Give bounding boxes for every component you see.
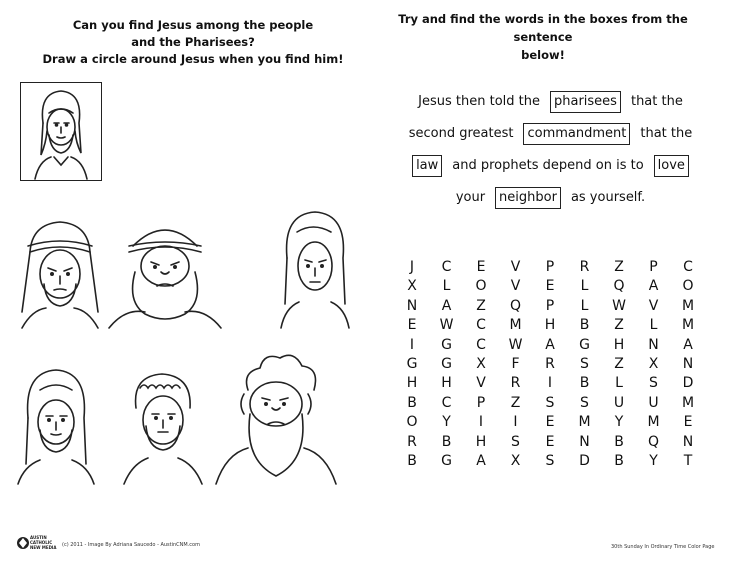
logo-line-2: CATHOLIC [30,540,53,545]
word-search-letter[interactable]: H [544,317,556,334]
word-search-letter[interactable]: O [406,414,418,431]
boxed-word-pharisees: pharisees [550,91,621,113]
word-search-letter[interactable]: T [683,453,693,469]
word-search-letter[interactable]: N [579,433,590,450]
word-search-letter[interactable]: X [407,278,417,295]
word-search-letter[interactable]: O [475,278,487,295]
word-search-letter[interactable]: G [579,336,590,353]
word-search-letter[interactable]: H [475,433,487,450]
word-search-row [402,356,702,375]
word-search-letter[interactable]: R [407,433,417,450]
word-search-letter[interactable]: C [683,259,693,275]
word-search-letter[interactable]: Z [510,394,521,411]
left-instructions-line-2: and the Pharisees? [131,35,255,49]
word-search-letter[interactable]: S [545,453,555,469]
word-search-letter[interactable]: M [509,317,522,334]
word-search-letter[interactable]: M [681,297,695,314]
logo-line-1: AUSTIN [30,535,47,540]
boxed-word-love: love [654,155,689,177]
right-instructions [378,10,708,64]
word-search-letter[interactable]: A [476,453,486,469]
logo-wordmark [30,535,57,550]
word-search-letter[interactable]: R [510,375,521,392]
word-search-letter[interactable]: N [682,356,694,372]
word-search-letter[interactable]: V [510,278,521,295]
word-search-letter[interactable]: D [579,453,590,469]
word-search-letter[interactable]: G [406,356,418,372]
word-search-row [402,278,702,297]
word-search-letter[interactable]: H [613,336,625,353]
word-search-letter[interactable]: S [580,356,589,372]
word-search-letter[interactable]: Q [647,433,660,450]
sentence-text: second greatest [408,126,514,141]
word-search-letter[interactable]: C [476,317,486,334]
word-search-letter[interactable]: N [682,433,694,450]
word-search-letter[interactable]: E [545,278,555,295]
word-search-letter[interactable]: X [476,356,486,372]
word-search-letter[interactable]: H [441,375,452,392]
word-search-letter[interactable]: H [406,375,418,392]
word-search-letter[interactable]: Y [614,414,624,431]
word-search-letter[interactable]: B [407,453,417,469]
word-search-letter[interactable]: R [545,356,555,372]
word-search-letter[interactable]: B [579,375,590,392]
word-search-letter[interactable]: N [648,336,659,353]
sentence-text: and prophets depend on is to [452,158,644,173]
boxed-word-law: law [412,155,442,177]
pharisee-headdress-face [12,212,107,330]
word-search-letter[interactable]: E [545,433,555,450]
word-search-letter[interactable]: I [547,375,553,392]
word-search-letter[interactable]: Z [614,259,624,275]
word-search-letter[interactable]: X [510,453,521,469]
word-search-letter[interactable]: W [508,336,523,353]
word-search-letter[interactable]: B [614,453,624,469]
word-search-letter[interactable]: B [441,433,452,450]
elder-with-long-beard-face [214,350,338,486]
left-instructions-line-1: Can you find Jesus among the people [72,18,314,32]
long-haired-man-face [273,208,353,330]
word-search-letter[interactable]: S [580,394,589,411]
sentence-text: that the [640,126,693,141]
word-search-letter[interactable]: R [579,259,590,275]
word-search-letter[interactable]: C [476,336,486,353]
word-search-letter[interactable]: V [476,375,486,392]
word-search-letter[interactable]: G [441,453,452,469]
word-search-letter[interactable]: E [545,414,555,431]
word-search-letter[interactable]: U [648,394,659,411]
word-search-letter[interactable]: X [648,356,659,372]
word-search-letter[interactable]: Y [442,414,451,431]
word-search-letter[interactable]: B [407,394,417,411]
word-search-letter[interactable]: L [580,278,589,295]
word-search-letter[interactable]: M [681,317,695,334]
word-search-letter[interactable]: S [545,394,555,411]
word-search-letter[interactable]: V [648,297,659,314]
word-search-letter[interactable]: L [649,317,658,334]
word-search-letter[interactable]: P [545,259,555,275]
word-search-letter[interactable]: E [407,317,417,334]
word-search-letter[interactable]: G [441,356,452,372]
sentence-text: that the [630,94,683,109]
right-instructions-line-1: Try and find the words in the boxes from the sentence [398,12,688,44]
word-search-letter[interactable]: Z [476,297,486,314]
jesus-portrait-drawing [21,83,101,180]
word-search-letter[interactable]: W [439,317,454,334]
word-search-letter[interactable]: P [649,259,658,275]
word-search-letter[interactable]: W [612,297,626,314]
word-search-letter[interactable]: A [648,278,659,295]
word-search-letter[interactable]: V [510,259,521,275]
word-search-letter[interactable]: B [579,317,590,334]
word-search-letter[interactable]: A [683,336,693,353]
word-search-letter[interactable]: A [545,336,555,353]
word-search-letter[interactable]: S [511,433,520,450]
word-search-row [402,453,702,472]
word-search-letter[interactable]: E [683,414,693,431]
boxed-word-commandment: commandment [523,123,630,145]
word-search-letter[interactable]: N [406,297,418,314]
sentence-line-3 [378,155,723,177]
word-search-letter[interactable]: A [441,297,452,314]
sentence-line-1 [378,91,723,113]
word-search-letter[interactable]: J [409,259,415,275]
word-search-letter[interactable]: Q [509,297,522,314]
copyright-credit: (c) 2011 - Image By Adriana Saucedo - AustinCNM.com [62,542,200,548]
sentence-text: as yourself. [570,190,646,205]
word-search-letter[interactable]: C [441,259,452,275]
word-search-letter[interactable]: I [409,336,415,353]
word-search-letter[interactable]: I [478,414,484,431]
word-search-row [402,298,702,317]
word-search-letter[interactable]: F [511,356,520,372]
page-label: 30th Sunday In Ordinary Time Color Page [611,544,715,550]
word-search-letter[interactable]: U [613,394,625,411]
word-search-row [402,395,702,414]
word-search-letter[interactable]: Q [613,278,625,295]
word-search-letter[interactable]: Y [649,453,658,469]
sentence-text: your [455,190,486,205]
word-search-letter[interactable]: E [476,259,486,275]
word-search-letter[interactable]: Z [614,317,624,334]
word-search-letter[interactable]: C [441,394,452,411]
word-search-row [402,414,702,433]
word-search-letter[interactable]: L [615,375,623,392]
word-search-row [402,259,702,278]
word-search-letter[interactable]: L [442,278,451,295]
jesus-portrait-frame [20,82,102,181]
sentence-line-4 [378,187,723,209]
word-search-letter[interactable]: L [580,297,589,314]
sentence-line-2 [378,123,723,145]
word-search-letter[interactable]: O [682,278,694,295]
word-search-letter[interactable]: S [649,375,658,392]
word-search-letter[interactable]: Z [614,356,624,372]
sentence-text: Jesus then told the [418,94,540,109]
word-search-row [402,375,702,394]
jesus-face-in-crowd [12,368,102,486]
bearded-man-with-cap-face [105,212,225,330]
curly-haired-man-face [118,368,208,486]
left-instructions-line-3: Draw a circle around Jesus when you find him! [42,52,344,66]
boxed-word-neighbor: neighbor [495,187,561,209]
word-search-row [402,337,702,356]
word-search-letter[interactable]: M [647,414,660,431]
word-search-letter[interactable]: P [476,394,486,411]
word-search-letter[interactable]: G [441,336,452,353]
logo-line-3: NEW MEDIA [30,545,57,550]
word-search-row [402,317,702,336]
right-instructions-line-2: below! [521,48,565,62]
word-search-letter[interactable]: M [578,414,591,431]
word-search-letter[interactable]: M [681,394,695,411]
word-search-row [402,434,702,453]
word-search-letter[interactable]: B [614,433,624,450]
word-search-letter[interactable]: I [513,414,518,431]
word-search-letter[interactable]: D [682,375,694,392]
left-instructions [28,17,358,68]
word-search-letter[interactable]: P [545,297,555,314]
